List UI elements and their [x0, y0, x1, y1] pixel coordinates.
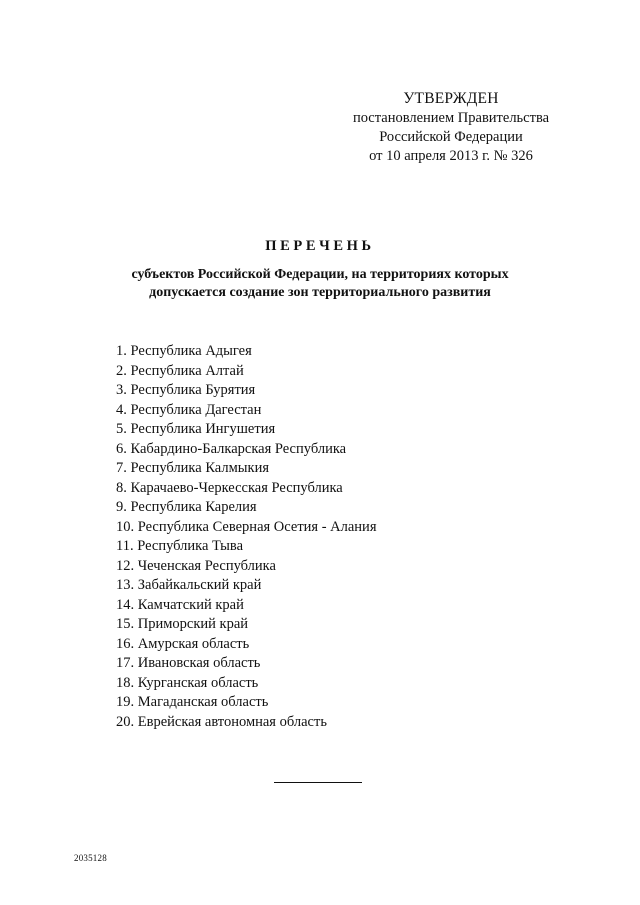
document-code: 2035128: [74, 853, 107, 863]
list-item: 17. Ивановская область: [116, 655, 261, 671]
approval-authority: постановлением Правительства: [352, 110, 550, 126]
list-item: 5. Республика Ингушетия: [116, 421, 276, 437]
subtitle-line-2: допускается создание зон территориального развития: [149, 285, 491, 300]
list-item: 10. Республика Северная Осетия - Алания: [116, 518, 377, 535]
list-item: 20. Еврейская автономная область: [116, 713, 327, 730]
list-item: 1. Республика Адыгея: [116, 343, 252, 359]
list-item: 15. Приморский край: [116, 616, 249, 632]
approval-date-number: от 10 апреля 2013 г. № 326: [369, 148, 533, 164]
list-item: 9. Республика Карелия: [116, 499, 257, 515]
list-item: 11. Республика Тыва: [116, 538, 244, 554]
list-item: 12. Чеченская Республика: [116, 557, 276, 574]
list-item: 16. Амурская область: [116, 635, 250, 652]
list-item: 13. Забайкальский край: [116, 577, 262, 593]
document-title: ПЕРЕЧЕНЬ: [265, 238, 375, 254]
subtitle-line-1: субъектов Российской Федерации, на территориях которых: [131, 267, 509, 282]
list-item: 7. Республика Калмыкия: [116, 460, 269, 476]
list-item: 14. Камчатский край: [116, 596, 244, 613]
list-item: 4. Республика Дагестан: [116, 401, 262, 418]
list-item: 8. Карачаево-Черкесская Республика: [116, 479, 343, 496]
list-item: 6. Кабардино-Балкарская Республика: [116, 440, 347, 457]
document-subtitle: [80, 266, 560, 302]
list-item: 19. Магаданская область: [116, 694, 269, 710]
regions-list: [116, 342, 377, 732]
approval-block: [340, 88, 562, 166]
end-of-list-rule: [274, 782, 362, 783]
approval-stamp: УТВЕРЖДЕН: [403, 90, 499, 107]
approval-country: Российской Федерации: [379, 129, 523, 145]
list-item: 18. Курганская область: [116, 674, 259, 691]
list-item: 2. Республика Алтай: [116, 362, 244, 379]
list-item: 3. Республика Бурятия: [116, 382, 256, 398]
